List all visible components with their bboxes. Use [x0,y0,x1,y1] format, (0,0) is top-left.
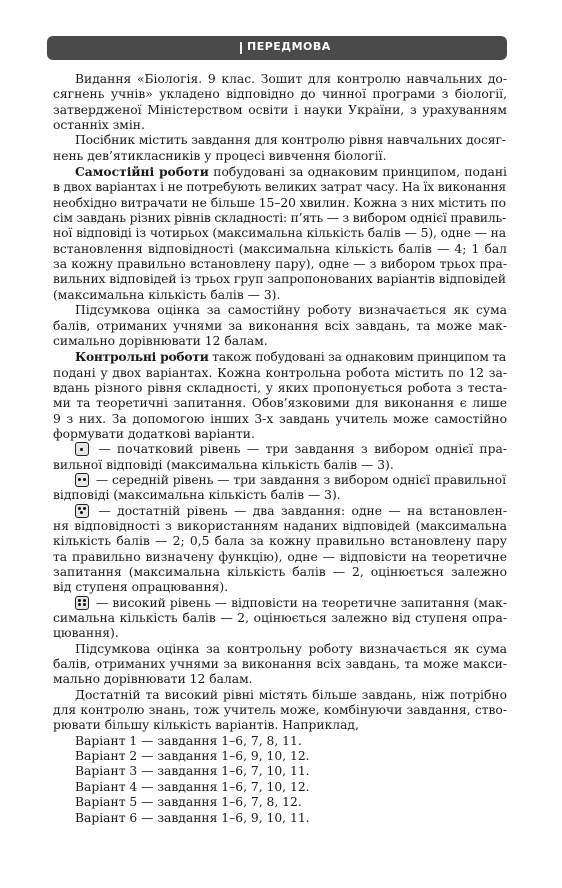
section-header [47,36,507,60]
paragraph-purpose [53,133,507,164]
body-text [53,72,507,826]
text-line: Підсумкова оцінка за самостійну роботу визначається як сума [75,303,507,318]
text-line: рювати більшу кількість варіантів. Наприклад, [53,718,359,733]
text-line [53,349,507,365]
paragraph-level-high [53,596,507,642]
text-line: (максимальна кількість балів — 3). [53,287,281,302]
one-dot-level-icon [75,442,89,456]
three-dot-level-icon [75,504,89,518]
text-line: кількість балів — 2; 0,5 бала за кожну правильно встановлену пару [53,534,507,549]
paragraph-level-middle [53,473,507,504]
text-line: ми та теоретичні запитання. Обов’язковими для виконання є лише [53,396,507,411]
list-item: Варіант 2 — завдання 1–6, 9, 10, 12. [75,749,310,764]
paragraph-level-sufficient [53,504,507,596]
text-line: ної відповіді із чотирьох (максимальна кількість балів — 5), одне — на [53,226,506,241]
text-line: 9 з них. За допомогою інших 3-х завдань учитель може самостійно [53,411,507,426]
header-divider [240,42,242,54]
paragraph-independent-total [53,303,507,349]
text-line [53,596,507,611]
text-line: вильних відповідей із трьох груп запропонованих варіантів відповідей [53,272,506,287]
text-line: затвердженої Міністерством освіти і науки України, з урахуванням [53,102,507,117]
text-fragment: — початковий рівень — три завдання з вибором однієї пра- [92,442,507,457]
paragraph-level-initial [53,442,507,473]
text-line: для контролю знань, тож учитель може, комбінуючи завдання, ство- [53,703,507,718]
text-line: останніх змін. [53,118,145,133]
variant-list [53,734,507,826]
text-line: відповіді (максимальна кількість балів — 3). [53,488,341,503]
text-fragment: — середній рівень — три завдання з вибором однієї правильної [92,472,506,487]
list-item: Варіант 6 — завдання 1–6, 9, 10, 11. [75,810,310,825]
text-line [53,164,507,180]
two-dot-level-icon [75,473,89,487]
text-line [53,504,507,519]
text-line: ня відповідності з використанням наданих відповідей (максимальна [53,518,507,533]
text-line: встановлення відповідності (максимальна кількість балів — 4; 1 бал [53,241,507,256]
text-fragment: — достатній рівень — два завдання: одне — на встановлен- [92,503,507,518]
text-line [53,473,507,488]
text-line: балів, отриманих учнями за виконання всіх завдань, та може макси- [53,657,507,672]
text-line: подані у двох варіантах. Кожна контрольна робота містить по 12 за- [53,365,507,380]
text-line: та правильно визначену функцію), одне — відповісти на теоретичне [53,549,507,564]
paragraph-extra-tasks [53,688,507,734]
text-line: сягнень учнів» укладено відповідно до чинної програми з біології, [53,87,507,102]
text-line: симально дорівнювати 12 балам. [53,333,268,348]
text-line: вильної відповіді (максимальна кількість балів — 3). [53,457,394,472]
text-line: балів, отриманих учнями за виконання всіх завдань, та може мак- [53,318,507,333]
text-line: цювання). [53,626,119,641]
text-line: вдань різного рівня складності, у яких пропонується робота з теста- [53,380,507,395]
term-independent-works: Самостійні роботи [75,164,209,180]
section-title: ПЕРЕДМОВА [247,40,331,53]
four-dot-level-icon [75,596,89,610]
text-fragment: побудовані за однаковим принципом, подані [208,165,507,180]
text-line: Посібник містить завдання для контролю рівня навчальних досяг- [75,133,506,148]
text-line: Видання «Біологія. 9 клас. Зошит для контролю навчальних до- [75,72,507,86]
list-item: Варіант 1 — завдання 1–6, 7, 8, 11. [75,733,302,748]
text-line: за кожну правильно встановлену пару), одне — з вибором трьох пра- [53,257,507,272]
text-line: мально дорівнювати 12 балам. [53,672,253,687]
paragraph-independent-works [53,164,507,303]
list-item: Варіант 4 — завдання 1–6, 7, 10, 12. [75,779,310,794]
text-line: Підсумкова оцінка за контрольну роботу визначається як сума [75,641,507,656]
paragraph-intro [53,72,507,133]
text-line: симальна кількість балів — 2, оцінюється залежно від ступеня опра- [53,611,507,626]
text-line: сім завдань різних рівнів складності: п’ять — з вибором однієї правиль- [53,211,506,226]
text-line: запитання (максимальна кількість балів — 2, оцінюється залежно [53,565,507,579]
text-line: в двох варіантах і не потребують великих затрат часу. На їх виконання [53,180,506,195]
term-control-works: Контрольні роботи [75,349,209,365]
text-line: від ступеня опрацювання). [53,580,229,595]
text-line: нень дев’ятикласників у процесі вивчення біології. [53,148,387,163]
text-line: формувати додаткові варіанти. [53,426,255,441]
text-fragment: — високий рівень — відповісти на теоретичне запитання (мак- [92,595,507,610]
list-item: Варіант 5 — завдання 1–6, 7, 8, 12. [75,795,302,810]
text-line: Достатній та високий рівні містять більше завдань, ніж потрібно [75,687,507,702]
text-line [53,442,507,457]
text-fragment: також побудовані за однаковим принципом та [208,350,506,365]
paragraph-control-works [53,349,507,442]
text-line: необхідно витрачати не більше 15–20 хвилин. Кожна з них містить по [53,195,506,210]
list-item: Варіант 3 — завдання 1–6, 7, 10, 11. [75,764,310,779]
paragraph-control-total [53,642,507,688]
